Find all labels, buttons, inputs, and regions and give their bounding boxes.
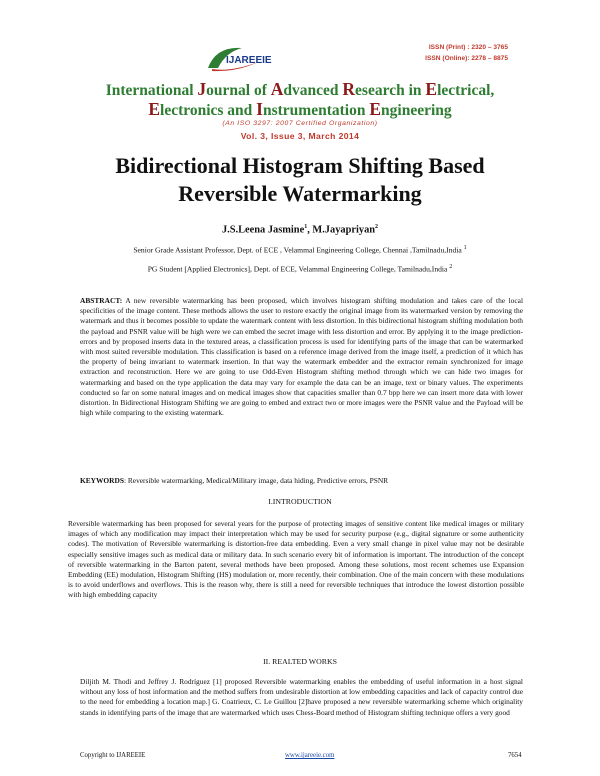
affiliation-2: PG Student [Applied Electronics], Dept. of ECE, Velammal Engineering College, Tamilnadu,India $^2$: [147, 264, 453, 274]
logo-text: IJAREEIE: [226, 55, 272, 66]
related-heading: II. REALTED WORKS: [263, 657, 337, 666]
paper-title: Bidirectional Histogram Shifting Based Reversible Watermarking: [115, 153, 485, 206]
keywords-label: KEYWORDS: [80, 476, 124, 485]
affiliation-1: Senior Grade Assistant Professor, Dept. of ECE , Velammal Engineering College, Chennai ,Tamilnadu,India $^1$: [133, 245, 467, 255]
authors: J.S.Leena Jasmine$^1$, M.Jayapriyan$^2$: [221, 224, 379, 236]
footer-page-number: 7654: [508, 752, 522, 759]
iso-note: (An ISO 3297: 2007 Certified Organization): [222, 120, 378, 127]
intro-heading: I.INTRODUCTION: [268, 497, 332, 506]
author-1: J.S.Leena Jasmine: [221, 224, 305, 236]
issn-print: ISSN (Print) : 2320 – 3765: [428, 44, 508, 51]
abstract-label: ABSTRACT:: [80, 296, 123, 305]
keywords: [80, 476, 523, 486]
volume-issue: Vol. 3, Issue 3, March 2014: [240, 131, 360, 141]
journal-logo: [202, 42, 290, 74]
journal-line-2: Electronics and Instrumentation Engineering: [148, 99, 452, 119]
author-2: M.Jayapriyan: [312, 224, 376, 236]
journal-url-link[interactable]: www.ijareeie.com: [285, 752, 335, 759]
related-text: Diljith M. Thodi and Jeffrey J. Rodríguez [1] proposed Reversible watermarking enables the embedding of useful information in a host signal without any loss of host information and the method suffers from undesirable distortion at low embedding capacities and lack of capacity control due to the need for embedding a location map.] G. Coatrieux, C. Le Guillou [2]have proposed a new reversible watermarking scheme which originality stands in identifying parts of the image that are watermarked which uses Chess-Board method of Histogram shifting technique offers a very good: [80, 677, 523, 717]
footer-copyright: Copyright to IJAREEIE: [80, 752, 146, 759]
keywords-text: : Reversible watermarking, Medical/Military image, data hiding, Predictive errors, PSNR: [123, 476, 389, 485]
issn-online: ISSN (Online): 2278 – 8875: [425, 55, 508, 62]
footer-url[interactable]: [285, 752, 334, 759]
journal-line-1: International Journal of Advanced Research in Electrical,: [105, 79, 495, 99]
abstract: [80, 296, 523, 418]
journal-name: [0, 80, 600, 120]
intro-text: Reversible watermarking has been proposed for several years for the purpose of protecting images of sensitive content like medical images or military images of which any modification may impact their interpretation which may be used for security purpose (e.g., digital signature or some authenticity codes). The motivation of Reversible watermarking is distortion-free data embedding. Even a very small change in pixel value may not be desirable especially sensitive images such as medical data or military data. In such scenario every bit of information is important. The introduction of the concept of reversible watermarking in the Barton patent, several methods have been proposed. Among these solutions, most recent schemes use Expansion Embedding (EE) modulation, Histogram Shifting (HS) modulation or, more recently, their combination. One of the main concern with these modulations is to avoid underflows and overflows. This is the reason why, there is still a need for reversible techniques that introduce the lowest distortion possible with high embedding capacity: [68, 519, 524, 600]
issn-block: [425, 42, 508, 64]
abstract-text: A new reversible watermarking has been proposed, which involves histogram shifting modulation and takes care of the local specificities of the image content. These methods allows the user to restore exactly the original image from its watermarked version by removing the watermark and thus it becomes possible to update the watermark content with less distortion. In this bidirectional histogram shifting modulation both the payload and PSNR value will be high were we can embed the secret image with less distortion and error. By applying it to the image prediction-errors and by proposed inserts data in the textured areas, a classification process is used for identifying parts of the image that can be watermarked with most suited reversible modulation. This classification is based on a reference image derived from the image itself, a prediction of it which has the property of being invariant to watermark insertion. In that way the watermark embedder and the extractor remain synchronized for image extraction and reconstruction. Here we are going to use Odd-Even Histogram shifting method through which we can hide two images for watermarking and based on the type application the data may vary for example the data can be an image, text or binary values. The experiments conducted so far on some natural images and on medical images show that capacities smaller than 0.7 bpp here we can insert more data with lower distortion. In Bidirectional Histogram Shifting we are going to embed and extract two or more images were the PSNR value and the Payload will be high while comparing to the existing watermark.: [80, 296, 523, 418]
